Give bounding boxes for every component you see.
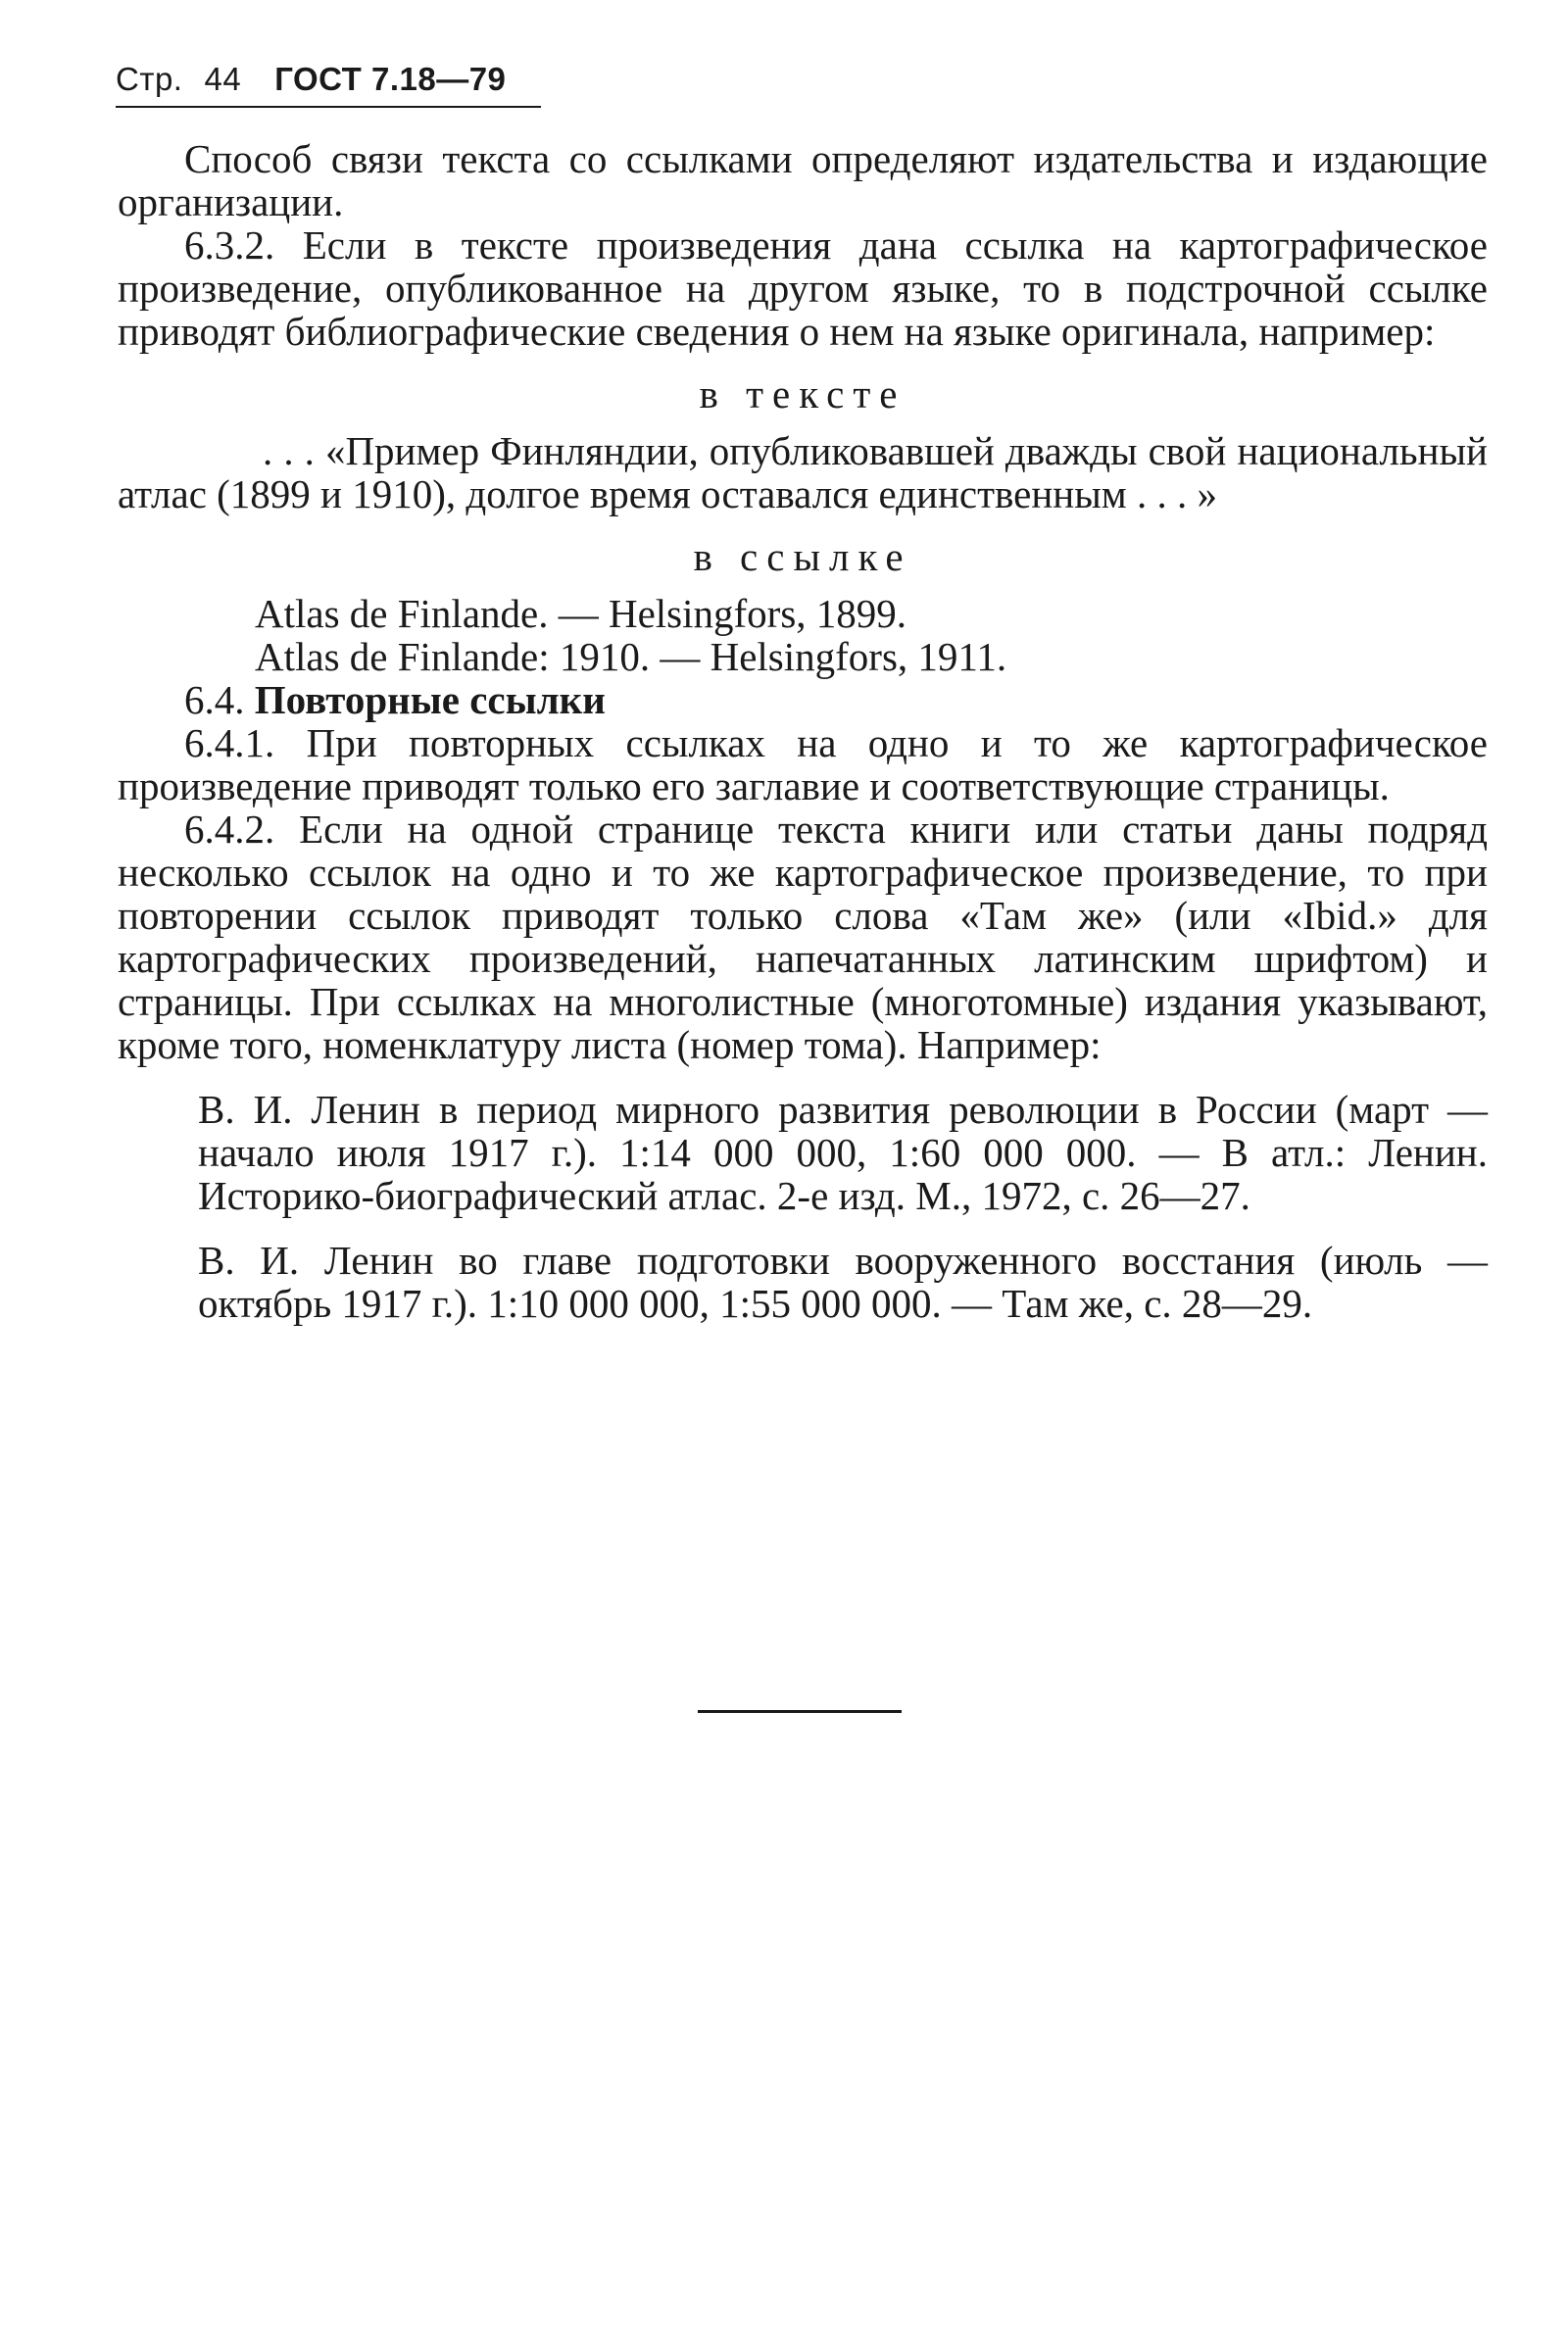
example-lenin-1: В. И. Ленин в период мирного развития революции в России (март — начало июля 1917 г.). 1:14 000 000, 1:60 000 000. — В атл.: Ленин. Историко-биографический атлас. 2-е изд. М., 1972, с. 26—27. bbox=[198, 1087, 1488, 1218]
paragraph-6-3-2: 6.3.2. Если в тексте произведения дана ссылка на картографическое произведение, опубликованное на другом языке, то в подстрочной ссылке приводят библиографические сведения о нем на языке оригинала, например: bbox=[118, 222, 1488, 354]
header-rule bbox=[116, 106, 541, 108]
page-header bbox=[116, 61, 506, 98]
section-heading-6-4 bbox=[118, 678, 1488, 721]
standard-code: ГОСТ 7.18—79 bbox=[274, 61, 507, 97]
label-in-reference: в ссылке bbox=[693, 534, 912, 579]
paragraph-6-4-1: 6.4.1. При повторных ссылках на одно и то же картографическое произведение приводят только его заглавие и соответствующие страницы. bbox=[118, 720, 1488, 808]
paragraph-publishers: Способ связи текста со ссылками определяют издательства и издающие организации. bbox=[118, 136, 1488, 224]
reference-atlas-1910: Atlas de Finlande: 1910. — Helsingfors, 1911. bbox=[255, 634, 1007, 679]
section-title: Повторные ссылки bbox=[254, 677, 606, 722]
section-number: 6.4. bbox=[184, 677, 245, 722]
page-number: 44 bbox=[204, 61, 242, 97]
label-in-text: в тексте bbox=[699, 371, 906, 416]
reference-atlas-1899: Atlas de Finlande. — Helsingfors, 1899. bbox=[255, 591, 907, 636]
end-rule bbox=[698, 1710, 902, 1713]
document-body bbox=[118, 137, 1488, 1325]
example-lenin-2: В. И. Ленин во главе подготовки вооруженного восстания (июль — октябрь 1917 г.). 1:10 000 000, 1:55 000 000. — Там же, с. 28—29. bbox=[198, 1238, 1488, 1326]
quote-finland: . . . «Пример Финляндии, опубликовавшей дважды свой национальный атлас (1899 и 1910), долгое время оставался единственным . . . » bbox=[118, 428, 1488, 516]
paragraph-6-4-2: 6.4.2. Если на одной странице текста книги или статьи даны подряд несколько ссылок на одно и то же картографическое произведение, то при повторении ссылок приводят только слова «Там же» (или «Ibid.» для картографических произведений, напечатанных латинским шрифтом) и страницы. При ссылках на многолистные (многотомные) издания указывают, кроме того, номенклатуру листа (номер тома). Например: bbox=[118, 807, 1488, 1067]
page-label: Стр. bbox=[116, 61, 183, 97]
